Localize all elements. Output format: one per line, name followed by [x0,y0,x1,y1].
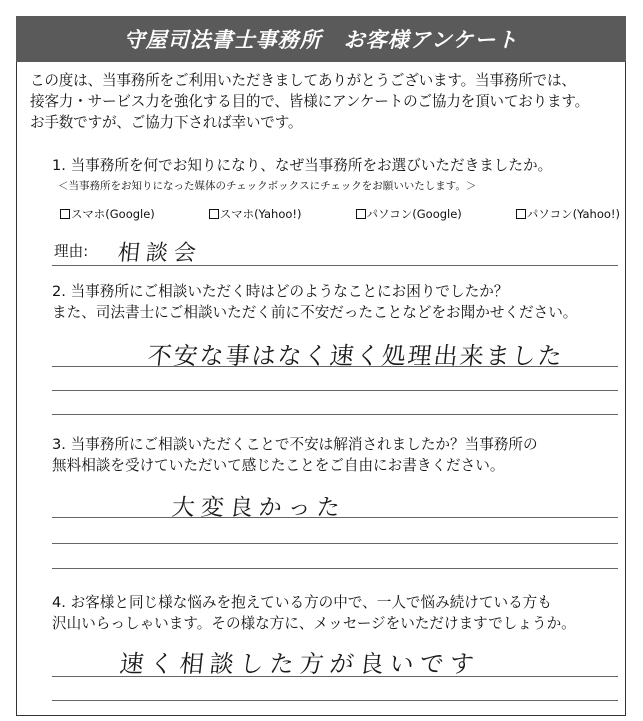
media-checkboxes [60,206,620,222]
option-label: パソコン(Yahoo!) [526,207,620,221]
option-smartphone-yahoo[interactable] [209,206,302,222]
question-3-line: 無料相談を受けていただいて感じたことをご自由にお書きください。 [52,457,505,474]
intro-line: 接客力・サービス力を強化する目的で、皆様にアンケートのご協力を頂いております。 [30,93,590,110]
option-label: スマホ(Yahoo!) [219,207,302,221]
checkbox[interactable] [356,209,366,219]
question-2-line: 2. 当事務所にご相談いただく時はどのようなことにお困りでしたか？ [52,283,509,300]
intro-text [30,70,620,133]
option-pc-yahoo[interactable] [516,206,620,222]
option-pc-google[interactable] [356,206,462,222]
question-4 [52,592,622,634]
reason-answer: 相談会 [116,241,204,266]
option-smartphone-google[interactable] [60,206,155,222]
question-2-answer: 不安な事はなく速く処理出来ました [146,342,566,370]
question-2 [52,281,622,323]
answer-line [52,366,618,367]
reason-label: 理由: [54,243,89,260]
option-label: スマホ(Google) [71,207,155,221]
answer-line [52,414,618,415]
answer-line [52,265,618,266]
option-label: パソコン(Google) [366,207,462,221]
question-1-note: ＜当事務所をお知りになった媒体のチェックボックスにチェックをお願いいたします。＞ [58,180,477,192]
checkbox[interactable] [60,209,70,219]
question-4-line: 沢山いらっしゃいます。その様な方に、メッセージをいただけますでしょうか。 [52,615,576,632]
answer-line [52,700,618,701]
answer-line [52,517,618,518]
survey-title: 守屋司法書士事務所 お客様アンケート [16,16,626,62]
question-3 [52,434,622,476]
checkbox[interactable] [516,209,526,219]
question-3-line: 3. 当事務所にご相談いただくことで不安は解消されましたか？当事務所の [52,436,538,453]
question-1 [52,155,622,176]
question-2-line: また、司法書士にご相談いただく前に不安だったことなどをお聞かせください。 [52,304,578,321]
answer-line [52,390,618,391]
answer-line [52,568,618,569]
question-4-answer: 速く相談した方が良いです [118,650,482,678]
answer-line [52,676,618,677]
answer-line [52,543,618,544]
question-3-answer: 大変良かった [170,495,348,521]
question-1-text: 1. 当事務所を何でお知りになり、なぜ当事務所をお選びいただきましたか。 [52,157,553,174]
checkbox[interactable] [209,209,219,219]
intro-line: この度は、当事務所をご利用いただきましてありがとうございます。当事務所では、 [30,72,576,89]
intro-line: お手数ですが、ご協力下されば幸いです。 [30,114,303,131]
question-4-line: 4. お客様と同じ様な悩みを抱えている方の中で、一人で悩み続けている方も [52,594,552,611]
